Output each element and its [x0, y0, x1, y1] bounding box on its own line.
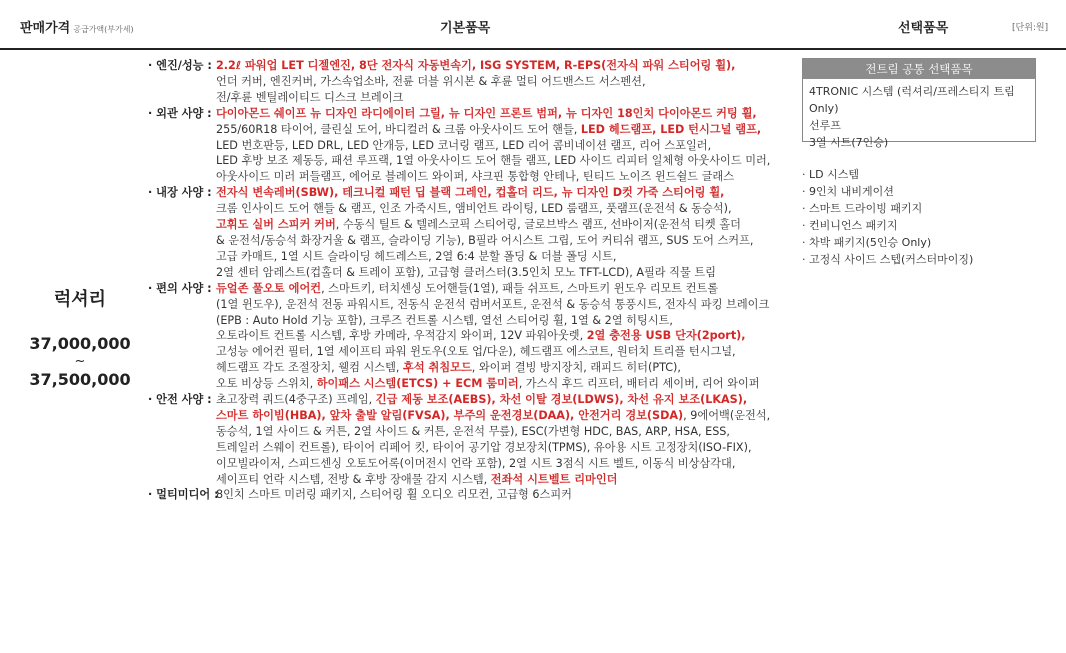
spec-section-body: [216, 487, 798, 503]
spec-highlight-text: 후석 취침모드: [403, 361, 472, 375]
price-header-sub: 공급가액(부가세): [73, 25, 134, 34]
spec-section: [148, 58, 798, 106]
spec-highlight-text: 다이아몬드 쉐이프 뉴 디자인 라디에이터 그릴, 뉴 디자인 프론트 범퍼, 뉴 디자인 18인치 다이아몬드 커팅 휠,: [216, 106, 757, 120]
spec-line: [216, 138, 798, 154]
spec-text: , 9에어백(운전석,: [683, 408, 771, 422]
price-header-label: 판매가격: [20, 21, 71, 36]
spec-highlight-text: 긴급 제동 보조(AEBS), 차선 이탈 경보(LDWS), 차선 유지 보조(LKAS),: [375, 393, 748, 407]
spec-line: [216, 281, 798, 297]
spec-line: [216, 392, 798, 408]
spec-text: 고급 카매트, 1열 시트 슬라이딩 헤드레스트, 2열 6:4 분할 폴딩 & 더블 폴딩 시트,: [216, 249, 617, 263]
spec-text: 헤드램프 각도 조절장치, 웰컴 시스템,: [216, 361, 404, 375]
spec-line: [216, 153, 798, 169]
spec-line: [216, 440, 798, 456]
spec-line: [216, 74, 798, 90]
spec-text: , 와이퍼 결빙 방지장치, 래피드 히터(PTC),: [471, 361, 681, 375]
spec-text: 8인치 스마트 미러링 패키지, 스티어링 휠 오디오 리모컨, 고급형 6스피커: [216, 488, 572, 502]
spec-section-label: · 멀티미디어 :: [148, 488, 219, 502]
price-column-header: [20, 17, 134, 36]
spec-text: 오토 비상등 스위치,: [216, 377, 317, 391]
spec-line: [216, 90, 798, 106]
trim-price-low: 37,000,000: [29, 334, 131, 353]
spec-section: [148, 487, 798, 503]
spec-line: [216, 169, 798, 185]
spec-text: (1열 윈도우), 운전석 전동 파워시트, 전동식 운전석 럼버서포트, 운전석 & 동승석 통풍시트, 전자식 파킹 브레이크: [216, 297, 770, 311]
spec-section-body: [216, 281, 798, 392]
basic-items-header: 기본품목: [440, 21, 491, 36]
spec-line: [216, 106, 798, 122]
spec-text: 전/후륜 벤틸레이티드 디스크 브레이크: [216, 90, 404, 104]
spec-text: 크롬 인사이드 도어 핸들 & 램프, 인조 가죽시트, 앰비언트 라이팅, LED 룸램프, 풋램프(운전석 & 동승석),: [216, 202, 732, 216]
spec-line: [216, 424, 798, 440]
spec-line: [216, 233, 798, 249]
spec-section-label: · 엔진/성능 :: [148, 59, 212, 72]
spec-text: 오토라이트 컨트롤 시스템, 후방 카메라, 우적감지 와이퍼, 12V 파워아웃렛,: [216, 329, 587, 343]
price-range-tilde: ~: [74, 354, 86, 369]
common-options-title: 전트림 공통 선택품목: [803, 59, 1035, 79]
spec-line: [216, 487, 798, 503]
spec-text: 고성능 에어컨 필터, 1열 세이프티 파워 윈도우(오토 업/다운), 헤드램프 에스코트, 원터치 트리플 턴시그널,: [216, 345, 736, 359]
spec-section: [148, 185, 798, 280]
spec-section-body: [216, 392, 798, 487]
header-divider: [0, 48, 1066, 50]
spec-text: , 스마트키, 터치센싱 도어핸들(1열), 패들 쉬프트, 스마트키 윈도우 리모트 컨트롤: [321, 281, 719, 295]
spec-text: 동승석, 1열 사이드 & 커튼, 2열 사이드 & 커튼, 운전석 무릎), ESC(가변형 HDC, BAS, ARP, HSA, ESS,: [216, 424, 730, 438]
spec-line: [216, 265, 798, 281]
optional-item: · 9인치 내비게이션: [802, 185, 894, 198]
spec-text: & 운전석/동승석 화장거울 & 램프, 슬라이딩 기능), B필라 어시스트 그립, 도어 커티쉬 램프, SUS 도어 스커프,: [216, 233, 754, 247]
common-option-item: 3열 시트(7인승): [809, 136, 889, 149]
spec-line: [216, 376, 798, 392]
optional-items-header: 선택품목: [898, 21, 949, 36]
table-header: [0, 0, 1066, 52]
spec-section: [148, 281, 798, 392]
spec-line: [216, 201, 798, 217]
spec-section-label: · 외관 사양 :: [148, 106, 212, 120]
trim-price-high: 37,500,000: [29, 370, 131, 389]
spec-text: LED 번호판등, LED DRL, LED 안개등, LED 코너링 램프, LED 리어 콤비네이션 램프, 리어 스포일러,: [216, 138, 712, 152]
optional-item: · 컨비니언스 패키지: [802, 219, 898, 232]
optional-item: · 고정식 사이드 스텝(커스터마이징): [802, 253, 974, 266]
trim-price-cell: [0, 285, 160, 391]
spec-section-label: · 편의 사양 :: [148, 281, 212, 295]
spec-line: [216, 344, 798, 360]
spec-highlight-text: LED 헤드램프, LED 턴시그널 램프,: [580, 122, 762, 136]
spec-highlight-text: 하이패스 시스템(ETCS) + ECM 룸미러: [316, 377, 519, 391]
spec-highlight-text: 2.2ℓ 파워업 LET 디젤엔진, 8단 전자식 자동변속기, ISG SYSTEM, R-EPS(전자식 파워 스티어링 휠),: [216, 59, 736, 72]
spec-text: 아웃사이드 미러 퍼들램프, 에어로 블레이드 와이퍼, 샤크핀 통합형 안테나, 틴티드 노이즈 윈드쉴드 글래스: [216, 170, 735, 184]
spec-line: [216, 217, 798, 233]
common-option-item: 4TRONIC 시스템 (럭셔리/프레스티지 트림 Only): [809, 85, 1015, 115]
spec-line: [216, 456, 798, 472]
spec-highlight-text: 전자식 변속레버(SBW), 테크니컬 패턴 딥 블랙 그레인, 컵홀더 리드, 뉴 디자인 D컷 가죽 스티어링 휠,: [216, 186, 725, 200]
spec-text: , 가스식 후드 리프터, 배터리 세이버, 리어 와이퍼: [518, 377, 760, 391]
spec-line: [216, 185, 798, 201]
spec-text: , 수동식 틸트 & 텔레스코픽 스티어링, 글로브박스 램프, 선바이저(운전석 티켓 홀더: [335, 218, 741, 232]
spec-line: [216, 360, 798, 376]
common-options-box: [802, 58, 1036, 149]
spec-highlight-text: 전좌석 시트벨트 리마인더: [490, 472, 618, 486]
spec-text: 이모빌라이저, 스피드센싱 오토도어록(이머전시 언락 포함), 2열 시트 3점식 시트 벨트, 이동식 비상삼각대,: [216, 456, 736, 470]
spec-highlight-text: 스마트 하이빔(HBA), 앞차 출발 알림(FVSA), 부주의 운전경보(DAA), 안전거리 경보(SDA): [216, 408, 684, 422]
spec-text: 트레일러 스웨이 컨트롤), 타이어 리페어 킷, 타이어 공기압 경보장치(TPMS), 유아용 시트 고정장치(ISO-FIX),: [216, 440, 752, 454]
spec-section-body: [216, 58, 798, 106]
spec-line: [216, 122, 798, 138]
spec-section-label: · 내장 사양 :: [148, 186, 212, 200]
trim-name: 럭셔리: [53, 289, 107, 310]
basic-items-list: [148, 58, 798, 503]
optional-item: · 스마트 드라이빙 패키지: [802, 202, 923, 215]
spec-highlight-text: 고휘도 실버 스피커 커버: [216, 218, 336, 232]
spec-line: [216, 249, 798, 265]
spec-line: [216, 297, 798, 313]
spec-highlight-text: 듀얼존 풀오토 에어컨: [216, 281, 322, 295]
spec-text: 초고장력 쿼드(4중구조) 프레임,: [216, 393, 376, 407]
optional-items-list: [802, 166, 973, 268]
spec-text: 255/60R18 타이어, 클린실 도어, 바디컬러 & 크롬 아웃사이드 도어 핸들,: [216, 122, 581, 136]
spec-line: [216, 328, 798, 344]
unit-label: [단위:원]: [1012, 23, 1049, 33]
optional-item: · 차박 패키지(5인승 Only): [802, 236, 932, 249]
spec-section-body: [216, 106, 798, 186]
spec-section: [148, 106, 798, 186]
spec-section-label: · 안전 사양 :: [148, 393, 212, 407]
spec-section: [148, 392, 798, 487]
spec-text: 세이프티 언락 시스템, 전방 & 후방 장애물 감지 시스템,: [216, 472, 491, 486]
spec-line: [216, 313, 798, 329]
common-options-list: [803, 79, 1035, 155]
spec-highlight-text: 2열 충전용 USB 단자(2port),: [586, 329, 746, 343]
spec-text: 언더 커버, 엔진커버, 가스속업소바, 전륜 더블 위시본 & 후륜 멀티 어드밴스드 서스펜션,: [216, 74, 646, 88]
spec-line: [216, 408, 798, 424]
spec-text: (EPB : Auto Hold 기능 포함), 크루즈 컨트롤 시스템, 열선 스티어링 휠, 1열 & 2열 히팅시트,: [216, 313, 673, 327]
spec-text: 2열 센터 암레스트(컵홀더 & 트레이 포함), 고급형 클러스터(3.5인치 모노 TFT-LCD), A필라 직물 트림: [216, 265, 716, 279]
optional-item: · LD 시스템: [802, 168, 859, 181]
spec-line: [216, 472, 798, 488]
spec-line: [216, 58, 798, 74]
common-option-item: 선루프: [809, 119, 841, 132]
spec-section-body: [216, 185, 798, 280]
spec-text: LED 후방 보조 제동등, 패션 루프랙, 1열 아웃사이드 도어 핸들 램프, LED 사이드 리피터 일체형 아웃사이드 미러,: [216, 154, 771, 168]
